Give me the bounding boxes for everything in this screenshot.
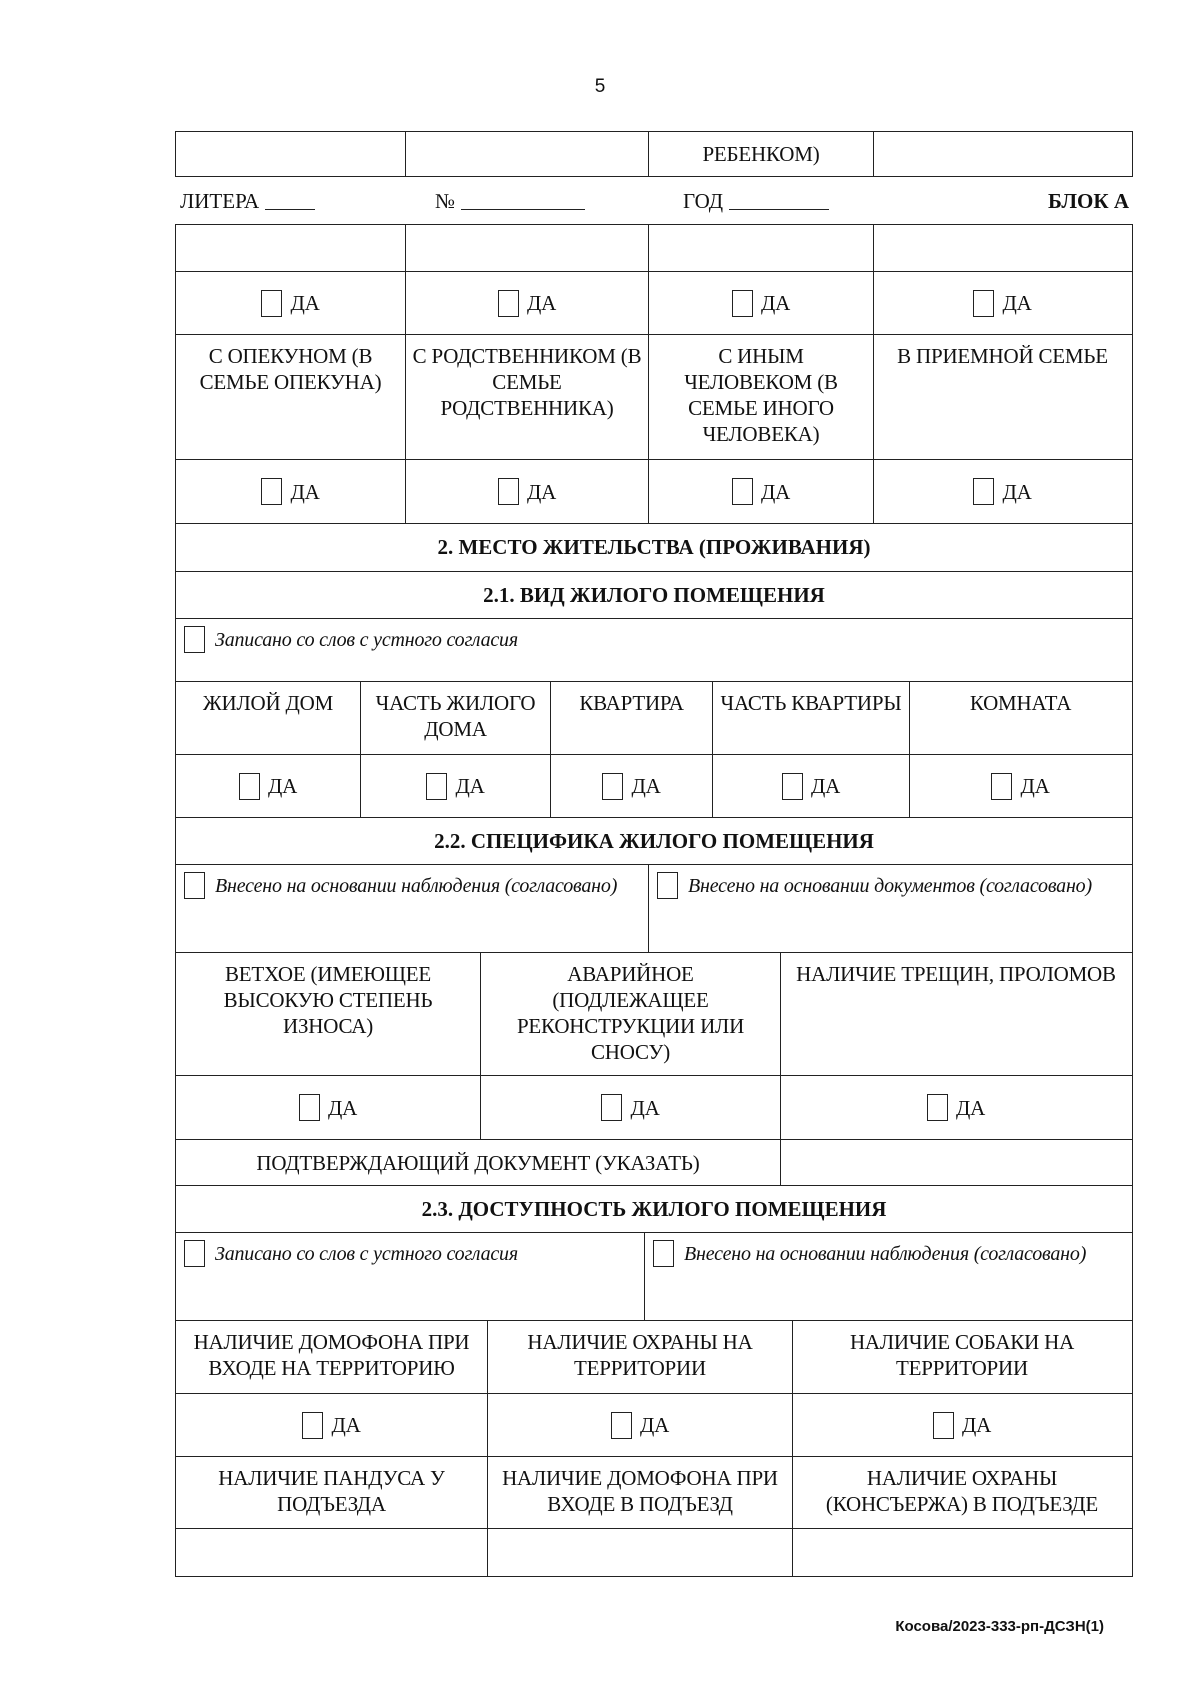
table-row xyxy=(176,1457,1132,1529)
top-table xyxy=(175,131,1133,177)
label-cracks: НАЛИЧИЕ ТРЕЩИН, ПРОЛОМОВ xyxy=(796,962,1116,986)
table-row xyxy=(176,619,1132,682)
subsection-title: 2.3. ДОСТУПНОСТЬ ЖИЛОГО ПОМЕЩЕНИЯ xyxy=(421,1196,887,1221)
label-confirming-document: ПОДТВЕРЖДАЮЩИЙ ДОКУМЕНТ (УКАЗАТЬ) xyxy=(176,1140,781,1185)
main-table xyxy=(175,224,1133,1577)
table-row xyxy=(176,1394,1132,1457)
yes-checkbox[interactable]: ДА xyxy=(973,290,1031,317)
yes-checkbox[interactable]: ДА xyxy=(933,1412,991,1439)
yes-checkbox[interactable]: ДА xyxy=(261,478,319,505)
table-row xyxy=(176,818,1132,865)
yes-checkbox[interactable]: ДА xyxy=(782,773,840,800)
table-row xyxy=(176,953,1132,1076)
checkbox-icon[interactable] xyxy=(927,1094,948,1121)
label-concierge: НАЛИЧИЕ ОХРАНЫ (КОНСЪЕРЖА) В ПОДЪЕЗДЕ xyxy=(825,1466,1099,1516)
label-guardian: С ОПЕКУНОМ (В СЕМЬЕ ОПЕКУНА) xyxy=(176,335,406,459)
label-dilapidated: ВЕТХОЕ (ИМЕЮЩЕЕ ВЫСОКУЮ СТЕПЕНЬ ИЗНОСА) xyxy=(176,953,481,1075)
label-apartment-part: ЧАСТЬ КВАРТИРЫ xyxy=(713,682,910,754)
checkbox-icon[interactable] xyxy=(239,773,260,800)
year-field[interactable]: ГОД xyxy=(683,189,723,214)
note-observation[interactable]: Внесено на основании наблюдения (согласовано) xyxy=(176,865,649,952)
checkbox-icon[interactable] xyxy=(611,1412,632,1439)
checkbox-icon[interactable] xyxy=(261,478,282,505)
table-row xyxy=(176,1233,1132,1321)
footer-code: Косова/2023-333-рп-ДСЗН(1) xyxy=(895,1618,1104,1635)
table-row xyxy=(176,865,1132,953)
yes-checkbox[interactable]: ДА xyxy=(261,290,319,317)
checkbox-icon[interactable] xyxy=(933,1412,954,1439)
note-documents[interactable]: Внесено на основании документов (согласовано) xyxy=(649,865,1131,952)
table-row xyxy=(176,460,1132,524)
checkbox-icon[interactable] xyxy=(498,478,519,505)
yes-checkbox[interactable]: ДА xyxy=(732,290,790,317)
checkbox-icon[interactable] xyxy=(261,290,282,317)
checkbox-icon[interactable] xyxy=(732,290,753,317)
table-row xyxy=(176,335,1132,460)
yes-checkbox[interactable]: ДА xyxy=(426,773,484,800)
checkbox-icon[interactable] xyxy=(302,1412,323,1439)
yes-checkbox[interactable]: ДА xyxy=(299,1094,357,1121)
yes-checkbox[interactable]: ДА xyxy=(991,773,1049,800)
table-row xyxy=(176,272,1132,335)
note-verbal-consent[interactable]: Записано со слов с устного согласия xyxy=(176,1233,645,1320)
checkbox-icon[interactable] xyxy=(426,773,447,800)
checkbox-icon[interactable] xyxy=(184,1240,205,1267)
table-row xyxy=(176,224,1132,272)
page-number: 5 xyxy=(594,76,606,97)
note-verbal-consent[interactable]: Записано со слов с устного согласия xyxy=(176,619,1132,681)
label-relative: С РОДСТВЕННИКОМ (В СЕМЬЕ РОДСТВЕННИКА) xyxy=(406,335,649,459)
yes-checkbox[interactable]: ДА xyxy=(601,1094,659,1121)
checkbox-icon[interactable] xyxy=(602,773,623,800)
table-row xyxy=(176,1186,1132,1233)
top-cell-2 xyxy=(406,132,649,176)
label-apartment: КВАРТИРА xyxy=(551,682,713,754)
checkbox-icon[interactable] xyxy=(732,478,753,505)
checkbox-icon[interactable] xyxy=(653,1240,674,1267)
label-house: ЖИЛОЙ ДОМ xyxy=(176,682,361,754)
label-intercom-territory: НАЛИЧИЕ ДОМОФОНА ПРИ ВХОДЕ НА ТЕРРИТОРИЮ xyxy=(176,1321,488,1393)
checkbox-icon[interactable] xyxy=(184,626,205,653)
label-room: КОМНАТА xyxy=(969,691,1072,715)
yes-checkbox[interactable]: ДА xyxy=(498,478,556,505)
checkbox-icon[interactable] xyxy=(973,290,994,317)
note-observation[interactable]: Внесено на основании наблюдения (согласовано) xyxy=(645,1233,1131,1320)
yes-checkbox[interactable]: ДА xyxy=(602,773,660,800)
label-other-person: С ИНЫМ ЧЕЛОВЕКОМ (В СЕМЬЕ ИНОГО ЧЕЛОВЕКА) xyxy=(649,335,874,459)
table-row xyxy=(176,572,1132,619)
label-house-part: ЧАСТЬ ЖИЛОГО ДОМА xyxy=(361,682,551,754)
top-cell-4 xyxy=(874,132,1131,176)
label-emergency: АВАРИЙНОЕ (ПОДЛЕЖАЩЕЕ РЕКОНСТРУКЦИИ ИЛИ СНОСУ) xyxy=(481,953,781,1075)
block-label: БЛОК А xyxy=(1048,188,1129,213)
checkbox-icon[interactable] xyxy=(657,872,678,899)
yes-checkbox[interactable]: ДА xyxy=(732,478,790,505)
label-ramp: НАЛИЧИЕ ПАНДУСА У ПОДЪЕЗДА xyxy=(176,1457,488,1528)
top-cell-1 xyxy=(176,132,406,176)
checkbox-icon[interactable] xyxy=(973,478,994,505)
label-intercom-entrance: НАЛИЧИЕ ДОМОФОНА ПРИ ВХОДЕ В ПОДЪЕЗД xyxy=(488,1457,793,1528)
meta-row xyxy=(175,186,1133,216)
table-row xyxy=(176,755,1132,818)
table-row xyxy=(176,524,1132,572)
answer-concierge[interactable] xyxy=(793,1529,1131,1576)
label-foster-family: В ПРИЕМНОЙ СЕМЬЕ xyxy=(897,344,1108,368)
table-row xyxy=(176,1076,1132,1140)
table-row xyxy=(176,1140,1132,1186)
table-row xyxy=(176,682,1132,755)
label-dog-territory: НАЛИЧИЕ СОБАКИ НА ТЕРРИТОРИИ xyxy=(849,1330,1075,1380)
checkbox-icon[interactable] xyxy=(299,1094,320,1121)
checkbox-icon[interactable] xyxy=(782,773,803,800)
checkbox-icon[interactable] xyxy=(184,872,205,899)
checkbox-icon[interactable] xyxy=(601,1094,622,1121)
confirming-document-field[interactable] xyxy=(781,1140,1131,1185)
yes-checkbox[interactable]: ДА xyxy=(239,773,297,800)
yes-checkbox[interactable]: ДА xyxy=(973,478,1031,505)
yes-checkbox[interactable]: ДА xyxy=(498,290,556,317)
table-row xyxy=(176,1321,1132,1394)
number-field[interactable]: № xyxy=(435,189,455,214)
label-security-territory: НАЛИЧИЕ ОХРАНЫ НА ТЕРРИТОРИИ xyxy=(488,1321,793,1393)
answer-ramp[interactable] xyxy=(176,1529,488,1576)
checkbox-icon[interactable] xyxy=(991,773,1012,800)
yes-checkbox[interactable]: ДА xyxy=(611,1412,669,1439)
litera-field[interactable]: ЛИТЕРА xyxy=(180,189,259,214)
yes-checkbox[interactable]: ДА xyxy=(302,1412,360,1439)
top-cell-3: РЕБЕНКОМ) xyxy=(649,132,874,176)
subsection-title: 2.2. СПЕЦИФИКА ЖИЛОГО ПОМЕЩЕНИЯ xyxy=(434,828,874,853)
table-row xyxy=(176,131,1132,177)
yes-checkbox[interactable]: ДА xyxy=(927,1094,985,1121)
checkbox-icon[interactable] xyxy=(498,290,519,317)
table-row xyxy=(176,1529,1132,1577)
subsection-title: 2.1. ВИД ЖИЛОГО ПОМЕЩЕНИЯ xyxy=(483,582,825,607)
section-title: 2. МЕСТО ЖИТЕЛЬСТВА (ПРОЖИВАНИЯ) xyxy=(437,535,871,559)
answer-intercom-entrance[interactable] xyxy=(488,1529,793,1576)
